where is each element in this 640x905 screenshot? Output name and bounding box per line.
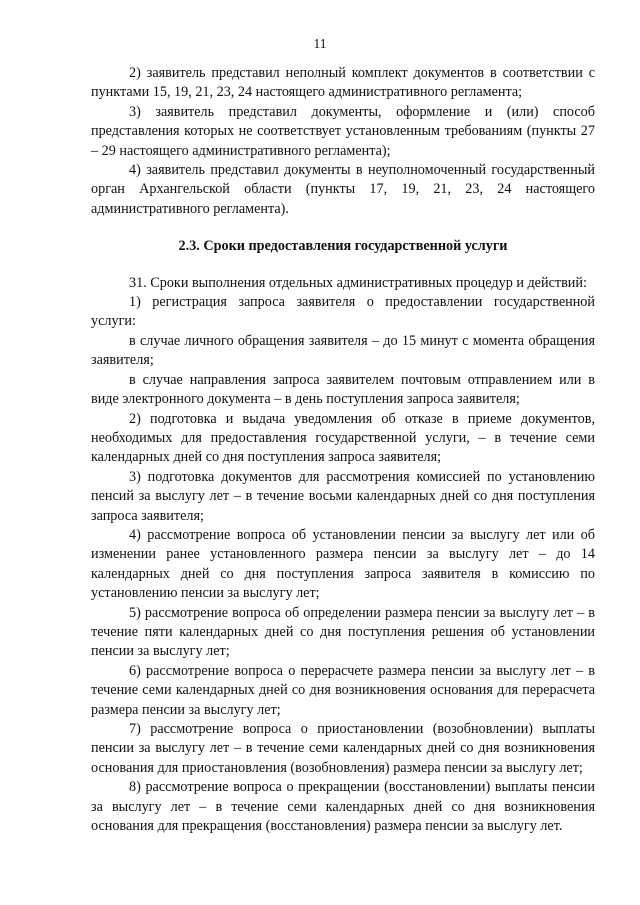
paragraph: 6) рассмотрение вопроса о перерасчете размера пенсии за выслугу лет – в течение семи календарных дней со дня возникновения основания для перерасчета размера пенсии за выслугу лет; — [91, 662, 595, 718]
page-number: 11 — [313, 36, 327, 51]
paragraph: 7) рассмотрение вопроса о приостановлении (возобновлении) выплаты пенсии за выслугу лет – в течение семи календарных дней со дня возникновения основания для приостановления (возобновления) размера пенсии за выслугу лет; — [91, 721, 595, 776]
paragraph: 1) регистрация запроса заявителя о предоставлении государственной услуги: — [91, 294, 595, 330]
paragraph: 4) рассмотрение вопроса об установлении пенсии за выслугу лет или об изменении ранее установленного размера пенсии за выслугу лет – до 14 календарных дней со дня поступления запроса заявителя в комиссию по установлению пенсии за выслугу лет; — [91, 526, 595, 602]
paragraph: 31. Сроки выполнения отдельных административных процедур и действий: — [129, 274, 587, 291]
section-heading: 2.3. Сроки предоставления государственной услуги — [178, 238, 508, 255]
paragraph: в случае личного обращения заявителя – до 15 минут с момента обращения заявителя; — [91, 332, 595, 369]
spacer — [91, 257, 595, 274]
paragraph: 2) подготовка и выдача уведомления об отказе в приеме документов, необходимых для предоставления государственной услуги, – в течение семи календарных дней со дня поступления запроса заявителя; — [91, 410, 595, 466]
paragraph: 3) подготовка документов для рассмотрения комиссией по установлению пенсий за выслугу лет – в течение восьми календарных дней со дня поступления запроса заявителя; — [91, 468, 595, 524]
paragraph: 3) заявитель представил документы, оформление и (или) способ представления которых не соответствует установленным требованиям (пункты 27 – 29 настоящего административного регламента); — [91, 103, 595, 159]
paragraph: 4) заявитель представил документы в неуполномоченный государственный орган Архангельской области (пункты 17, 19, 21, 23, 24 настоящего административного регламента). — [91, 162, 595, 217]
paragraph: 8) рассмотрение вопроса о прекращении (восстановлении) выплаты пенсии за выслугу лет – в течение семи календарных дней со дня возникновения основания для прекращения (восстановления) размера пенсии за выслугу лет. — [91, 779, 595, 835]
paragraph: 2) заявитель представил неполный комплект документов в соответствии с пунктами 15, 19, 21, 23, 24 настоящего административного регламента; — [91, 65, 595, 101]
paragraph: 5) рассмотрение вопроса об определении размера пенсии за выслугу лет – в течение пяти календарных дней со дня поступления решения об установлении пенсии за выслугу лет; — [91, 604, 595, 660]
page-content — [91, 64, 595, 836]
paragraph: в случае направления запроса заявителем почтовым отправлением или в виде электронного документа – в день поступления запроса заявителя; — [91, 371, 595, 408]
spacer — [91, 219, 595, 237]
